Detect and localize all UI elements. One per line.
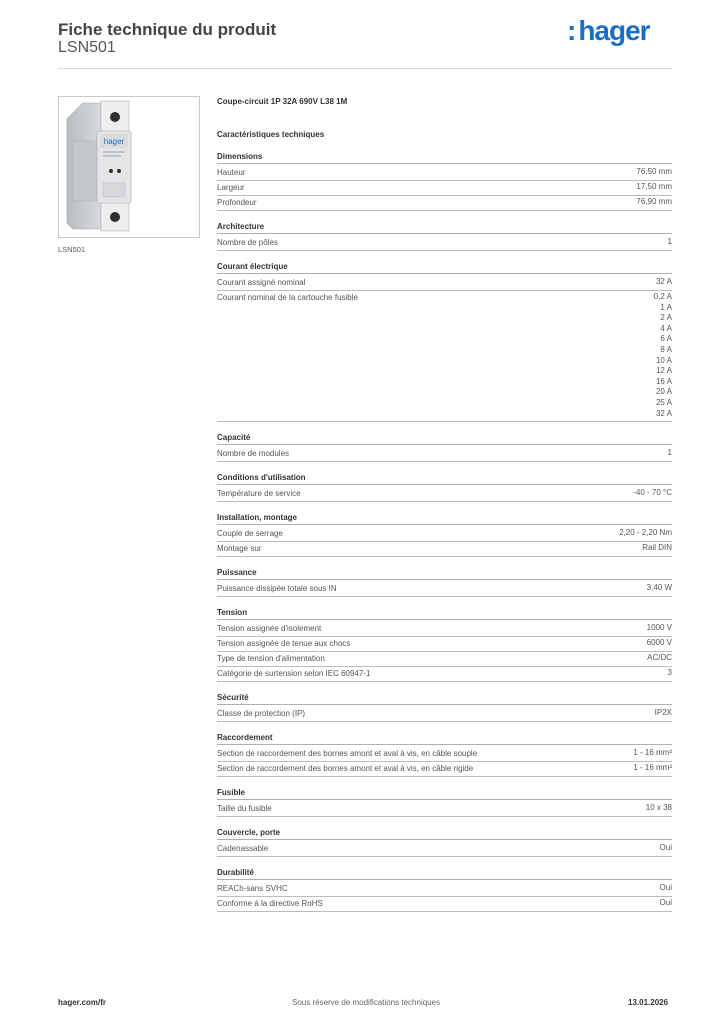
spec-label: Nombre de pôles <box>217 238 278 247</box>
spec-row <box>217 487 672 502</box>
logo-text: hager <box>578 15 650 46</box>
spec-values <box>660 843 672 854</box>
spec-value: 16 A <box>655 376 672 386</box>
section-title: Tension <box>217 607 672 620</box>
section-title: Dimensions <box>217 151 672 164</box>
spec-values <box>654 292 672 419</box>
spec-value: 3 <box>667 668 672 678</box>
spec-section <box>217 261 672 422</box>
spec-section <box>217 151 672 211</box>
spec-row <box>217 622 672 637</box>
spec-sections <box>217 151 672 912</box>
spec-values <box>647 583 672 594</box>
logo-dots-icon: : <box>567 15 577 46</box>
spec-row <box>217 637 672 652</box>
spec-section <box>217 432 672 462</box>
spec-value: 6 A <box>660 334 672 344</box>
spec-values <box>636 167 672 178</box>
spec-row <box>217 842 672 857</box>
spec-label: Catégorie de surtension selon IEC 60947-1 <box>217 669 371 679</box>
spec-value: 20 A <box>655 387 672 397</box>
section-title: Architecture <box>217 221 672 234</box>
spec-row <box>217 236 672 251</box>
section-title: Raccordement <box>217 732 672 745</box>
spec-row <box>217 181 672 196</box>
spec-label: Taille du fusible <box>217 804 272 814</box>
spec-row <box>217 707 672 722</box>
spec-row <box>217 542 672 557</box>
spec-value: Oui <box>659 898 672 908</box>
product-reference: LSN501 <box>58 39 116 56</box>
spec-section <box>217 512 672 557</box>
spec-section <box>217 472 672 502</box>
spec-section <box>217 732 672 777</box>
spec-value: -40 - 70 °C <box>633 488 672 498</box>
spec-row <box>217 762 672 777</box>
spec-section <box>217 567 672 597</box>
section-title: Capacité <box>217 432 672 445</box>
product-image-label: hager <box>103 137 125 146</box>
spec-values <box>633 748 672 759</box>
spec-row <box>217 276 672 291</box>
section-title: Couvercle, porte <box>217 827 672 840</box>
spec-value: 10 x 38 <box>645 803 672 813</box>
product-name: Coupe-circuit 1P 32A 690V L38 1M <box>217 97 348 106</box>
tech-heading: Caractéristiques techniques <box>217 130 325 139</box>
spec-value: 6000 V <box>646 638 672 648</box>
spec-label: Largeur <box>217 183 245 192</box>
spec-values <box>660 883 672 894</box>
spec-row <box>217 667 672 682</box>
spec-value: 12 A <box>655 366 672 376</box>
spec-value: 10 A <box>655 355 672 365</box>
spec-section <box>217 221 672 251</box>
spec-row <box>217 527 672 542</box>
header-divider <box>58 68 672 69</box>
spec-value: AC/DC <box>647 653 672 663</box>
spec-values <box>647 653 672 664</box>
footer-date: 13.01.2026 <box>628 998 669 1007</box>
product-image-caption: LSN501 <box>58 245 86 254</box>
spec-value: 1 <box>667 448 672 458</box>
spec-values <box>636 182 672 193</box>
spec-value: 32 A <box>655 277 672 286</box>
spec-value: 4 A <box>660 323 672 333</box>
spec-label: Cadenassable <box>217 844 269 854</box>
spec-value: Oui <box>659 883 672 893</box>
spec-content <box>217 96 672 912</box>
spec-label: Section de raccordement des bornes amont et aval à vis, en câble rigide <box>217 764 474 774</box>
spec-value: 2,20 - 2,20 Nm <box>619 528 672 538</box>
spec-label: Courant assigné nominal <box>217 278 306 287</box>
spec-row <box>217 652 672 667</box>
spec-row <box>217 582 672 597</box>
spec-values <box>636 197 672 208</box>
spec-value: 17,50 mm <box>636 182 672 191</box>
section-title: Courant électrique <box>217 261 672 274</box>
spec-values <box>647 623 672 634</box>
fuse-holder-image <box>59 97 199 237</box>
spec-value: 32 A <box>655 408 672 418</box>
spec-section <box>217 692 672 722</box>
section-title: Fusible <box>217 787 672 800</box>
spec-section <box>217 827 672 857</box>
page-title: Fiche technique du produit <box>58 20 277 39</box>
spec-values <box>668 237 672 248</box>
spec-label: Section de raccordement des bornes amont et aval à vis, en câble souple <box>217 749 478 759</box>
spec-row <box>217 882 672 897</box>
spec-value: 1 A <box>660 302 672 312</box>
spec-value: 1 <box>667 237 672 246</box>
spec-label: Puissance dissipée totale sous IN <box>217 584 337 594</box>
product-image-frame <box>58 96 200 238</box>
spec-value: IP2X <box>654 708 672 718</box>
spec-value: 8 A <box>660 344 672 354</box>
spec-value: 3,40 W <box>646 583 672 593</box>
spec-label: Montage sur <box>217 544 262 554</box>
spec-label: Profondeur <box>217 198 257 207</box>
spec-section <box>217 787 672 817</box>
spec-value: 1 - 16 mm² <box>633 763 672 773</box>
spec-label: Classe de protection (IP) <box>217 709 306 719</box>
section-title: Installation, montage <box>217 512 672 525</box>
spec-values <box>633 488 672 499</box>
spec-values <box>668 448 672 459</box>
spec-row <box>217 747 672 762</box>
spec-row <box>217 447 672 462</box>
spec-label: REACh-sans SVHC <box>217 884 288 894</box>
spec-label: Courant nominal de la cartouche fusible <box>217 293 358 302</box>
spec-value: 0,2 A <box>653 292 672 301</box>
spec-values <box>647 638 672 649</box>
footer-website: hager.com/fr <box>58 998 107 1007</box>
spec-values <box>655 708 672 719</box>
spec-label: Température de service <box>217 489 301 499</box>
spec-value: 76,90 mm <box>636 197 672 206</box>
spec-value: Rail DIN <box>642 543 672 553</box>
section-title: Puissance <box>217 567 672 580</box>
spec-values <box>656 277 672 288</box>
spec-label: Type de tension d'alimentation <box>217 654 325 664</box>
spec-label: Tension assignée d'isolement <box>217 624 322 634</box>
spec-value: 1 - 16 mm² <box>633 748 672 758</box>
spec-label: Hauteur <box>217 168 246 177</box>
spec-label: Tension assignée de tenue aux chocs <box>217 639 351 649</box>
spec-value: 1000 V <box>646 623 672 633</box>
spec-row <box>217 166 672 181</box>
spec-row <box>217 196 672 211</box>
spec-values <box>642 543 672 554</box>
spec-value: 2 A <box>660 313 672 323</box>
spec-row <box>217 897 672 912</box>
hager-logo <box>567 15 650 47</box>
section-title: Sécurité <box>217 692 672 705</box>
spec-values <box>668 668 672 679</box>
spec-row <box>217 802 672 817</box>
spec-values <box>633 763 672 774</box>
spec-values <box>646 803 672 814</box>
spec-value: Oui <box>659 843 672 853</box>
section-title: Durabilité <box>217 867 672 880</box>
spec-section <box>217 867 672 912</box>
spec-value: 25 A <box>655 397 672 407</box>
section-title: Conditions d'utilisation <box>217 472 672 485</box>
spec-value: 76,50 mm <box>636 167 672 176</box>
spec-values <box>660 898 672 909</box>
spec-section <box>217 607 672 682</box>
spec-values <box>619 528 672 539</box>
footer-disclaimer: Sous réserve de modifications techniques <box>292 998 441 1007</box>
spec-label: Nombre de modules <box>217 449 290 459</box>
spec-label: Couple de serrage <box>217 529 283 539</box>
spec-label: Conforme à la directive RoHS <box>217 899 323 909</box>
spec-row <box>217 291 672 422</box>
